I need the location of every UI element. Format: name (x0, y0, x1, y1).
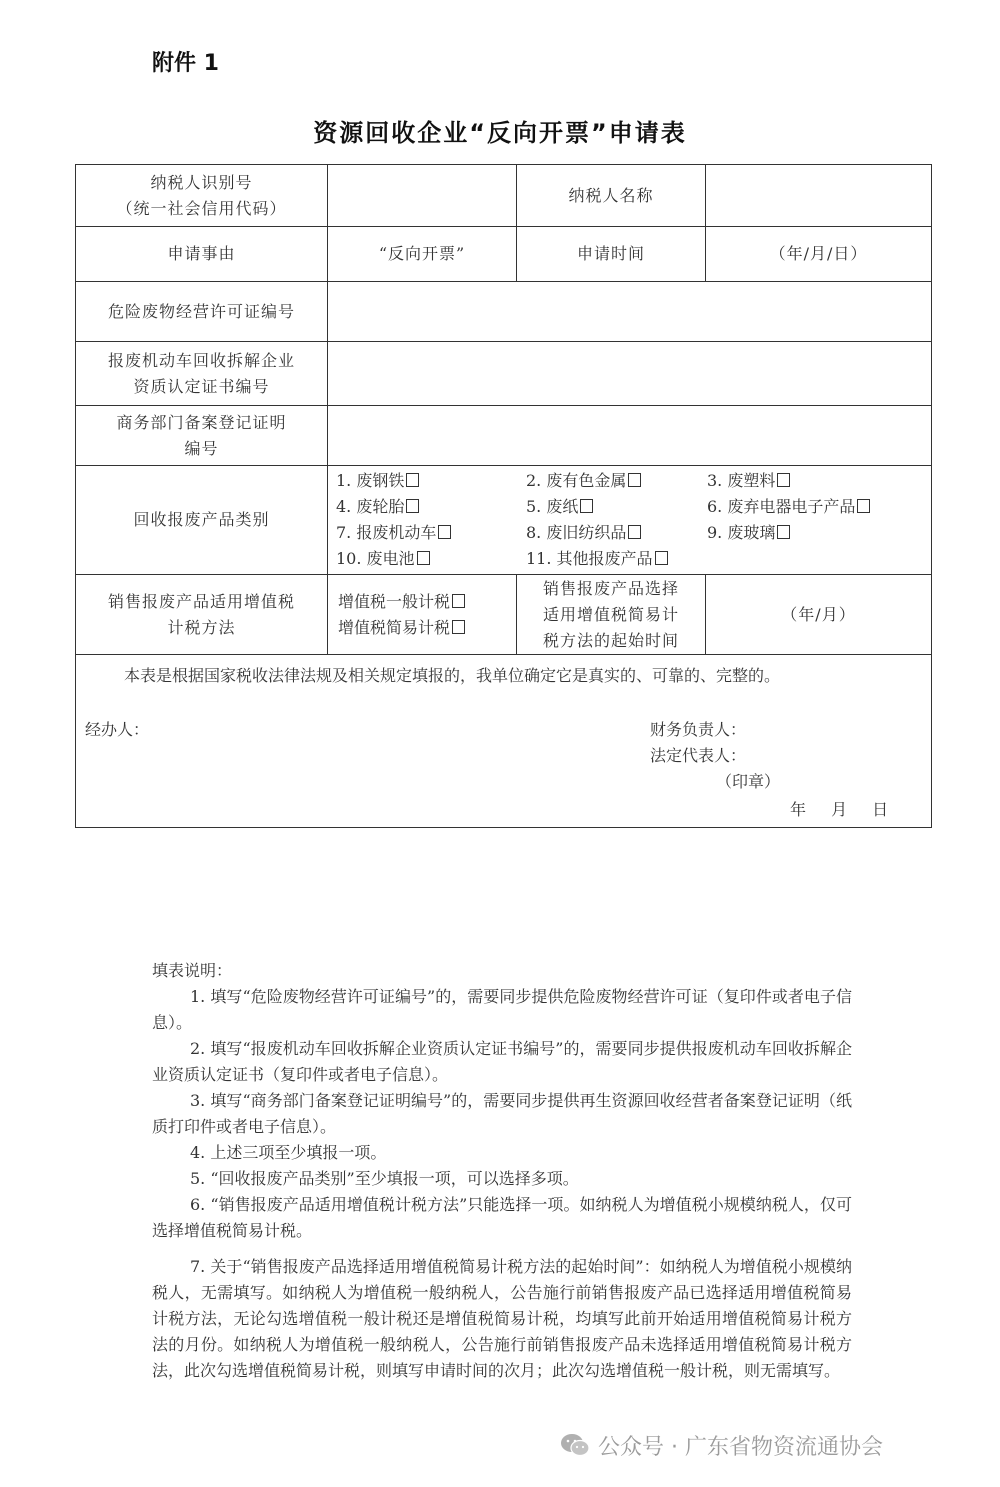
simple-start-field[interactable]: （年/月） (706, 575, 932, 655)
declaration-text: 本表是根据国家税收法律法规及相关规定填报的，我单位确定它是真实的、可靠的、完整的。 (124, 666, 781, 685)
vat-method-options (328, 575, 517, 655)
instructions-heading: 填表说明： (152, 961, 233, 980)
commerce-record-field[interactable] (328, 406, 932, 466)
seal-label: （印章） (716, 772, 781, 791)
watermark (560, 1430, 883, 1464)
apply-time-field[interactable]: （年/月/日） (706, 227, 932, 282)
vat-method-label: 销售报废产品适用增值税 计税方法 (76, 575, 328, 655)
category-option[interactable]: 9. 废玻璃 (707, 520, 923, 546)
handler-label: 经办人： (85, 720, 150, 739)
reason-value: “反向开票” (328, 227, 517, 282)
checkbox-icon[interactable] (777, 473, 790, 487)
checkbox-icon[interactable] (628, 473, 641, 487)
vat-option-general[interactable]: 增值税一般计税 (338, 589, 510, 615)
table-row (76, 342, 932, 406)
category-option[interactable]: 7. 报废机动车 (336, 520, 526, 546)
taxpayer-id-field[interactable] (328, 165, 517, 227)
category-option[interactable]: 3. 废塑料 (707, 468, 923, 494)
category-option[interactable]: 11. 其他报废产品 (526, 546, 707, 572)
checkbox-icon[interactable] (406, 499, 419, 513)
commerce-record-label: 商务部门备案登记证明 编号 (76, 406, 328, 466)
filling-instructions (152, 958, 852, 1384)
checkbox-icon[interactable] (406, 473, 419, 487)
table-row (76, 406, 932, 466)
taxpayer-name-field[interactable] (706, 165, 932, 227)
table-row (76, 655, 932, 828)
checkbox-icon[interactable] (438, 525, 451, 539)
category-option[interactable]: 6. 废弃电器电子产品 (707, 494, 923, 520)
vehicle-cert-field[interactable] (328, 342, 932, 406)
application-form-table (75, 164, 932, 828)
instruction-item: 4. 上述三项至少填报一项。 (190, 1143, 387, 1162)
taxpayer-id-label: 纳税人识别号 （统一社会信用代码） (76, 165, 328, 227)
reason-label: 申请事由 (76, 227, 328, 282)
legal-rep-label: 法定代表人： (650, 746, 747, 765)
date-label: 年 月 日 (790, 800, 899, 819)
checkbox-icon[interactable] (452, 594, 465, 608)
simple-start-label: 销售报废产品选择 适用增值税简易计 税方法的起始时间 (517, 575, 706, 655)
apply-time-label: 申请时间 (517, 227, 706, 282)
table-row (76, 575, 932, 655)
category-option[interactable]: 1. 废钢铁 (336, 468, 526, 494)
checkbox-icon[interactable] (655, 551, 668, 565)
vat-option-simple[interactable]: 增值税简易计税 (338, 615, 510, 641)
category-option[interactable]: 10. 废电池 (336, 546, 526, 572)
category-option[interactable]: 4. 废轮胎 (336, 494, 526, 520)
signature-block (650, 717, 746, 769)
checkbox-icon[interactable] (628, 525, 641, 539)
attachment-label: 附件 1 (152, 51, 219, 76)
instruction-item: 1. 填写“危险废物经营许可证编号”的，需要同步提供危险废物经营许可证（复印件或者电子信息）。 (152, 987, 852, 1032)
table-row (76, 227, 932, 282)
table-row (76, 466, 932, 575)
category-label: 回收报废产品类别 (76, 466, 328, 575)
instruction-item: 6. “销售报废产品适用增值税计税方法”只能选择一项。如纳税人为增值税小规模纳税人，仅可选择增值税简易计税。 (152, 1195, 852, 1240)
hazard-license-label: 危险废物经营许可证编号 (76, 282, 328, 342)
checkbox-icon[interactable] (580, 499, 593, 513)
wechat-icon (560, 1432, 590, 1464)
form-title: 资源回收企业“反向开票”申请表 (313, 119, 687, 147)
instruction-item: 7. 关于“销售报废产品选择适用增值税简易计税方法的起始时间”：如纳税人为增值税小规模纳税人，无需填写。如纳税人为增值税一般纳税人，公告施行前销售报废产品已选择适用增值税简易计税方法，无论勾选增值税一般计税还是增值税简易计税，均填写此前开始适用增值税简易计税方法的月份。如纳税人为增值税一般纳税人，公告施行前销售报废产品未选择适用增值税简易计税方法，此次勾选增值税简易计税，则填写申请时间的次月；此次勾选增值税一般计税，则无需填写。 (152, 1257, 852, 1380)
category-option[interactable]: 8. 废旧纺织品 (526, 520, 707, 546)
checkbox-icon[interactable] (777, 525, 790, 539)
declaration-cell (76, 655, 932, 828)
checkbox-icon[interactable] (857, 499, 870, 513)
instruction-item: 2. 填写“报废机动车回收拆解企业资质认定证书编号”的，需要同步提供报废机动车回收拆解企业资质认定证书（复印件或者电子信息）。 (152, 1039, 852, 1084)
table-row (76, 282, 932, 342)
category-option[interactable]: 2. 废有色金属 (526, 468, 707, 494)
table-row (76, 165, 932, 227)
instruction-item: 3. 填写“商务部门备案登记证明编号”的，需要同步提供再生资源回收经营者备案登记证明（纸质打印件或者电子信息）。 (152, 1091, 852, 1136)
hazard-license-field[interactable] (328, 282, 932, 342)
category-options (328, 466, 932, 575)
finance-label: 财务负责人： (650, 720, 747, 739)
taxpayer-name-label: 纳税人名称 (517, 165, 706, 227)
vehicle-cert-label: 报废机动车回收拆解企业 资质认定证书编号 (76, 342, 328, 406)
checkbox-icon[interactable] (417, 551, 430, 565)
category-option[interactable]: 5. 废纸 (526, 494, 707, 520)
checkbox-icon[interactable] (452, 620, 465, 634)
watermark-text: 公众号 · 广东省物资流通协会 (598, 1435, 883, 1460)
instruction-item: 5. “回收报废产品类别”至少填报一项，可以选择多项。 (190, 1169, 579, 1188)
